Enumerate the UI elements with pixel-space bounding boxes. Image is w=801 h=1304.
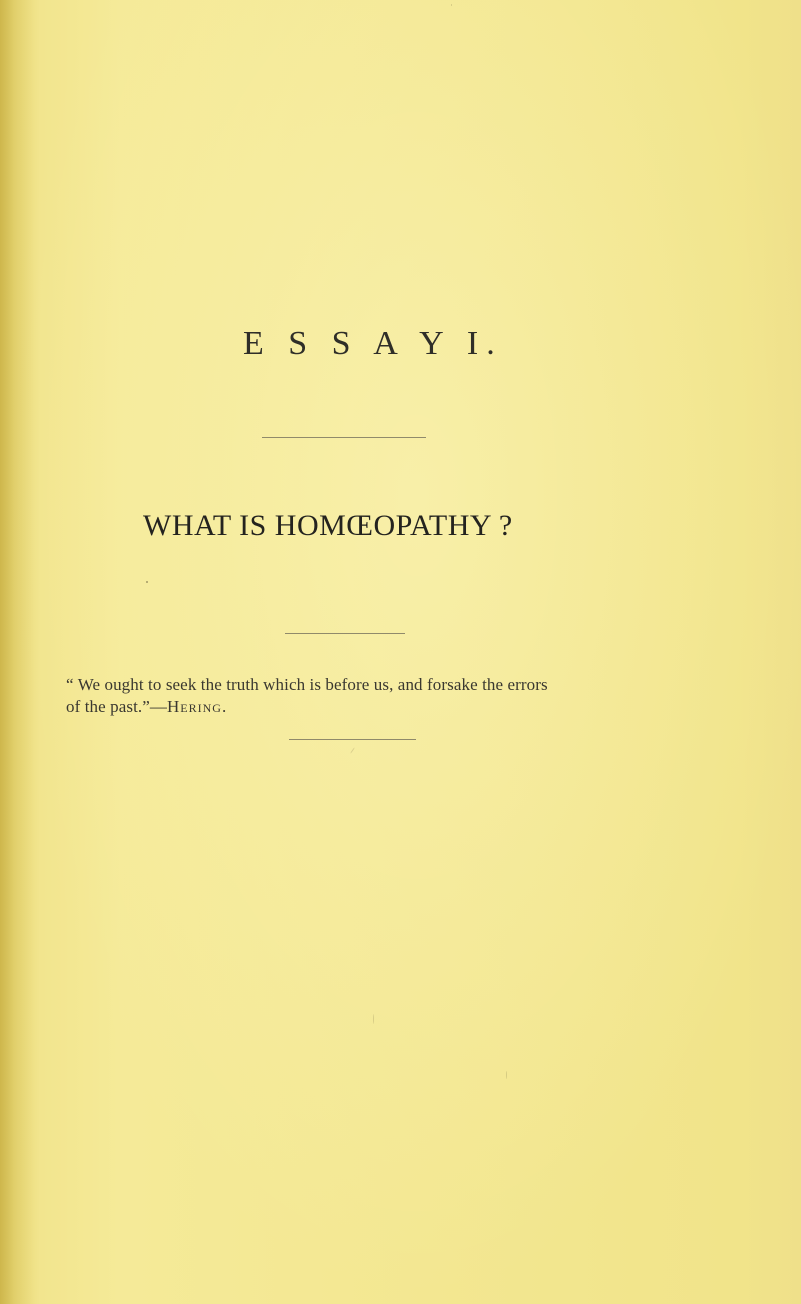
epigraph-line-2-prefix: of the past.”—	[66, 697, 168, 716]
epigraph-attribution: Hering.	[167, 697, 228, 716]
ornamental-rule-top	[262, 437, 426, 438]
paper-speck	[350, 747, 355, 753]
epigraph	[66, 674, 766, 718]
paper-speck	[451, 4, 452, 6]
epigraph-line-2	[66, 696, 766, 718]
essay-heading: E S S A Y I.	[243, 325, 503, 362]
paper-speck	[146, 581, 148, 583]
ornamental-rule-middle	[285, 633, 405, 634]
paper-speck	[506, 1071, 507, 1079]
paper-speck	[373, 1014, 374, 1024]
epigraph-line-1: “ We ought to seek the truth which is before us, and forsake the errors	[66, 675, 548, 694]
ornamental-rule-bottom	[289, 739, 416, 740]
essay-title: WHAT IS HOMŒOPATHY ?	[143, 509, 513, 542]
